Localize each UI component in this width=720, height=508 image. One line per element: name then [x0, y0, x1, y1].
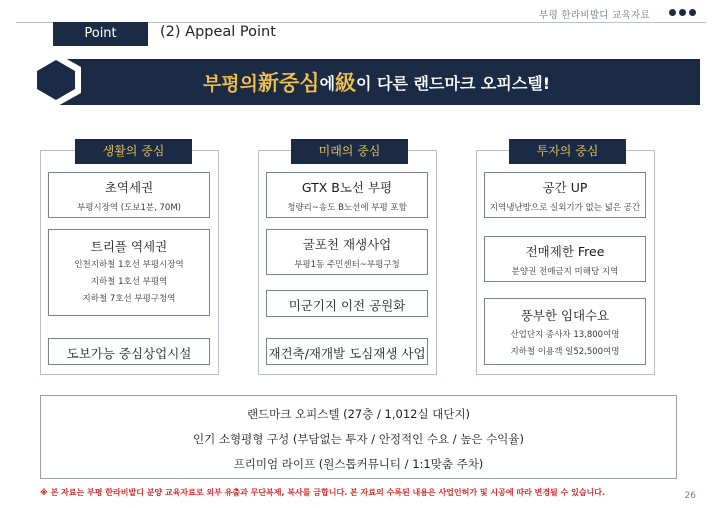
card-stream-regen	[266, 229, 428, 275]
column-investment-header: 투자의 중심	[509, 139, 626, 164]
card-detail: 부평1동 주민센터~부평구청	[294, 260, 400, 270]
card-title: 미군기지 이전 공원화	[288, 298, 406, 313]
card-detail: 지하철 1호선 부평역	[90, 277, 168, 287]
section-title: (2) Appeal Point	[160, 24, 276, 40]
card-title: 도보가능 중심상업시설	[66, 346, 192, 361]
headline-text	[53, 59, 700, 105]
top-bar	[0, 0, 720, 22]
card-title: 초역세권	[104, 180, 154, 195]
card-detail: 부평시장역 (도보1분, 70M)	[77, 203, 181, 213]
card-title: GTX B노선 부평	[301, 180, 393, 195]
headline-part-3: 에	[319, 73, 336, 93]
card-detail: 지하철 7호선 부평구청역	[82, 294, 176, 304]
summary-box	[40, 395, 677, 479]
summary-line: 인기 소형평형 구성 (부담없는 투자 / 안정적인 수요 / 높은 수익율)	[193, 432, 524, 446]
card-detail: 청량리~송도 B노선에 부평 포함	[287, 203, 407, 213]
point-tag: Point	[53, 22, 148, 46]
card-title: 풍부한 임대수요	[520, 308, 610, 323]
card-title: 전매제한 Free	[525, 244, 605, 259]
card-detail: 지하철 이용객 일52,500여명	[510, 347, 620, 357]
card-space-up	[484, 172, 646, 218]
card-resale-free	[484, 236, 646, 282]
hexagon-icon	[27, 50, 85, 110]
card-gtx	[266, 172, 428, 218]
column-future-header: 미래의 중심	[291, 139, 408, 164]
card-park	[266, 290, 428, 317]
headline-banner	[53, 59, 700, 105]
card-detail: 인천지하철 1호선 부평시장역	[74, 260, 184, 270]
card-title: 굴포천 재생사업	[302, 237, 392, 252]
summary-line: 프리미엄 라이프 (원스톱커뮤니티 / 1:1맞춤 주차)	[233, 457, 484, 471]
page-number: 26	[684, 491, 696, 501]
dots-icon	[669, 9, 696, 16]
card-title: 공간 UP	[542, 180, 588, 195]
card-redevelopment	[266, 338, 428, 365]
disclaimer-note: ※ 본 자료는 부평 한라비발디 분양 교육자료로 외부 유출과 무단복제, 복사를 금합니다. 본 자료의 수록된 내용은 사업인허가 및 시공에 따라 변경될 수 있습니다.	[40, 488, 606, 497]
headline-part-2: 新중심	[257, 71, 320, 95]
brand-label: 부평 한라비발디 교육자료	[539, 10, 650, 21]
column-living-header: 생활의 중심	[75, 139, 192, 164]
card-triple-station	[48, 229, 210, 316]
card-title: 트리플 역세권	[90, 239, 168, 254]
card-detail: 산업단지 종사자 13,800여명	[510, 330, 620, 340]
card-rental-demand	[484, 298, 646, 365]
card-station-area	[48, 172, 210, 218]
headline-part-5: 이 다른 랜드마크 오피스텔!	[356, 73, 551, 93]
card-title: 재건축/재개발 도심재생 사업	[268, 346, 426, 361]
card-commercial	[48, 338, 210, 365]
headline-part-1: 부평의	[202, 72, 258, 95]
card-detail: 분양권 전매금지 미해당 지역	[511, 267, 619, 277]
summary-line: 랜드마크 오피스텔 (27층 / 1,012실 대단지)	[246, 407, 471, 421]
card-detail: 지역냉난방으로 실외기가 없는 넓은 공간	[489, 203, 641, 213]
headline-part-4: 級	[335, 71, 357, 95]
